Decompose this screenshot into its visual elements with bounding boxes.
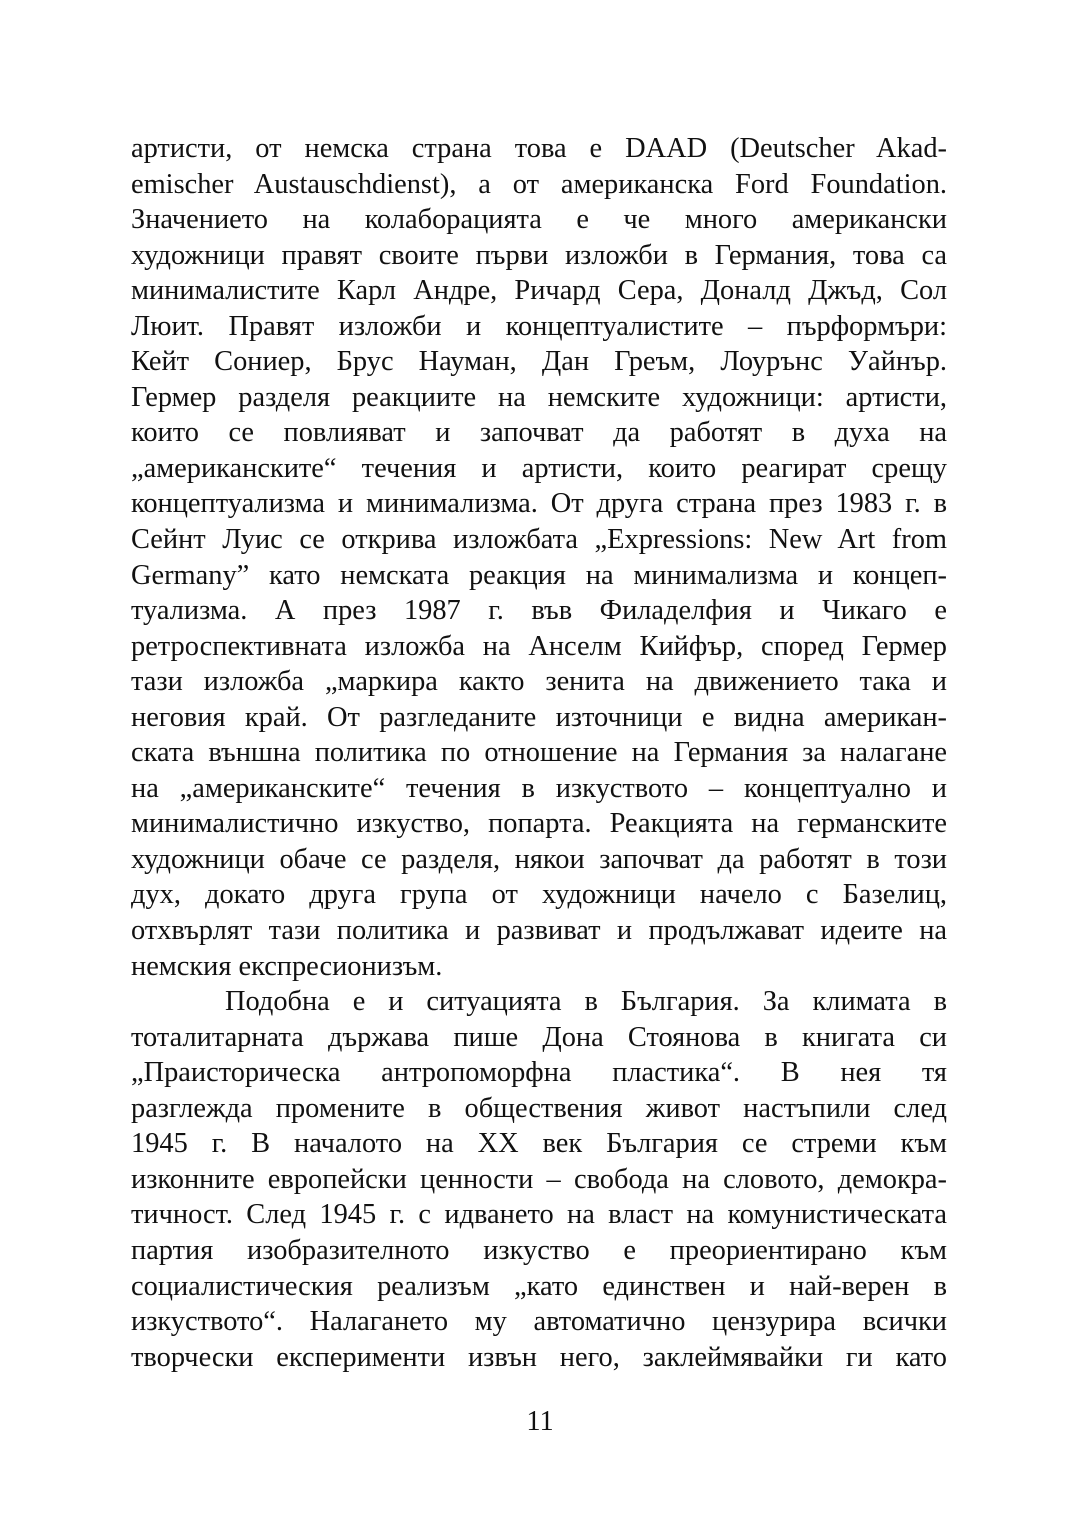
text-line: тази изложба „маркира както зенита на движението така и	[131, 666, 947, 698]
page-number: 11	[526, 1406, 554, 1437]
text-line: туализма. А през 1987 г. във Филаделфия и Чикаго е	[131, 595, 947, 627]
text-line: концептуализма и минимализма. От друга страна през 1983 г. в	[131, 488, 947, 520]
text-line: тичност. След 1945 г. с идването на власт на комунистическата	[131, 1199, 947, 1231]
text-line: Сейнт Луис се открива изложбата „Expressions: New Art from	[131, 524, 947, 556]
text-line: Germany” като немската реакция на минимализма и концеп-	[131, 559, 947, 591]
text-line: които се повлияват и започват да работят в духа на	[131, 417, 947, 449]
text-line: минималистично изкуство, попарта. Реакцията на германските	[131, 808, 947, 840]
text-line: 1945 г. В началото на XX век България се стреми към	[131, 1128, 947, 1160]
text-line: минималистите Карл Андре, Ричард Сера, Доналд Джъд, Сол	[131, 275, 947, 307]
text-line: ската външна политика по отношение на Германия за налагане	[131, 737, 947, 769]
body-text	[131, 131, 947, 1375]
text-line: Люит. Правят изложби и концептуалистите – пърформъри:	[131, 310, 947, 342]
text-line: изконните европейски ценности – свобода на словото, демокра-	[131, 1163, 947, 1195]
text-line: тоталитарната държава пише Дона Стоянова в книгата си	[131, 1021, 947, 1053]
text-line: неговия край. От разгледаните източници е видна американ-	[131, 701, 947, 733]
paragraph-end-line: немския експресионизъм.	[131, 950, 443, 982]
text-line: Гермер разделя реакциите на немските художници: артисти,	[131, 381, 947, 413]
text-line: „Праисторическа антропоморфна пластика“. В нея тя	[131, 1057, 947, 1089]
text-line: emischer Austauschdienst), а от американска Ford Foundation.	[131, 168, 947, 200]
text-line: Кейт Сониер, Брус Науман, Дан Греъм, Лоурънс Уайнър.	[131, 346, 947, 378]
text-line: артисти, от немска страна това е DAAD (Deutscher Akad-	[131, 133, 947, 164]
text-line: социалистическия реализъм „като единствен и най-верен в	[131, 1270, 947, 1302]
text-line: отхвърлят тази политика и развиват и продължават идеите на	[131, 915, 947, 947]
text-line: творчески експерименти извън него, заклеймявайки ги като	[131, 1341, 947, 1373]
text-line: Значението на колаборацията е че много американски	[131, 204, 947, 236]
text-line: разглежда промените в обществения живот настъпили след	[131, 1092, 947, 1124]
text-line: изкуството“. Налагането му автоматично цензурира всички	[131, 1306, 947, 1338]
paragraph-start-line: Подобна е и ситуацията в България. За климата в	[225, 986, 947, 1018]
text-line: художници правят своите първи изложби в Германия, това са	[131, 239, 947, 271]
text-line: партия изобразителното изкуство е преориентирано към	[131, 1234, 947, 1266]
text-line: художници обаче се разделя, някои започват да работят в този	[131, 843, 947, 875]
text-line: на „американските“ течения в изкуството – концептуално и	[131, 772, 947, 804]
text-line: ретроспективната изложба на Анселм Кийфър, според Гермер	[131, 630, 947, 662]
text-line: „американските“ течения и артисти, които реагират срещу	[131, 452, 947, 484]
text-line: дух, докато друга група от художници начело с Базелиц,	[131, 879, 947, 911]
